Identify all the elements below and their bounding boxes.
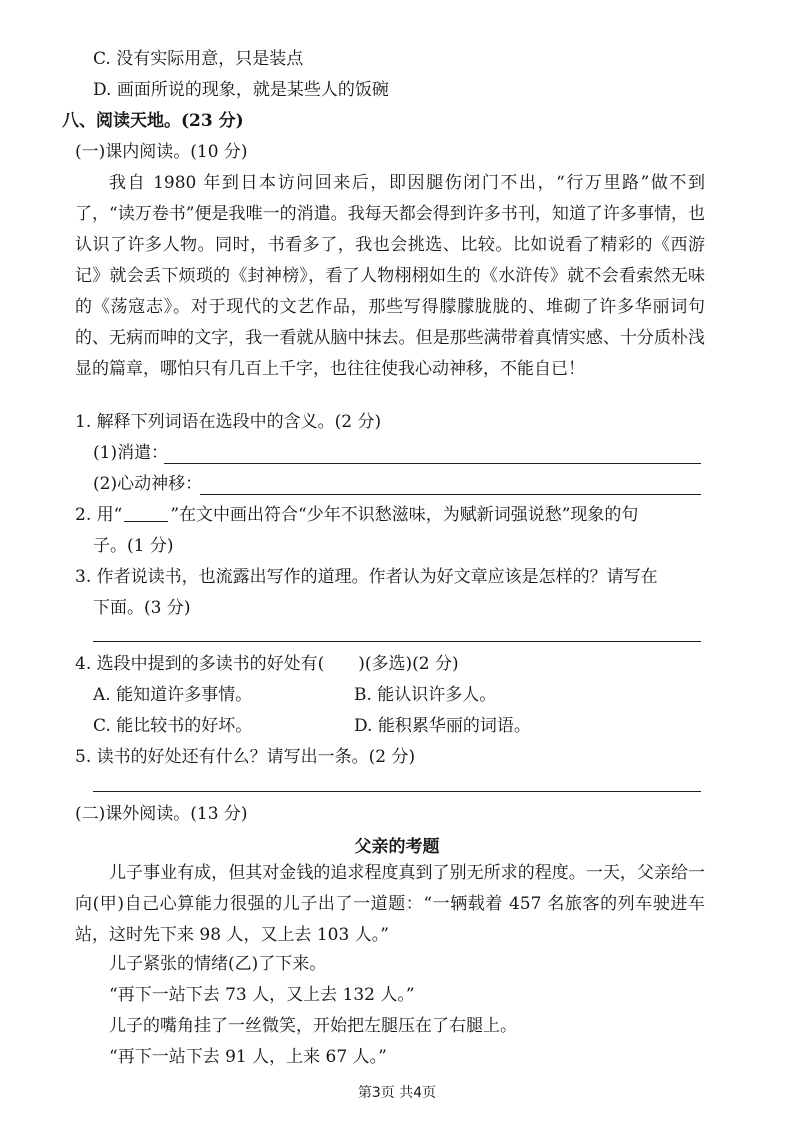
question-2-end: ”在文中画出符合“少年不识愁滋味，为赋新词强说愁”现象的句 [170,505,639,525]
question-1b-label: (2)心动神移： [93,474,203,494]
question-3: 3. 作者说读书，也流露出写作的道理。作者认为好文章应该是怎样的？请写在 [75,567,658,587]
question-4: 4. 选段中提到的多读书的好处有( )(多选)(2 分) [75,654,459,674]
underline-mark [124,505,168,522]
option-4d[interactable]: D. 能积累华丽的词语。 [354,716,531,736]
option-c: C. 没有实际用意，只是装点 [93,49,304,69]
passage-text: 我自 1980 年到日本访问回来后，即因腿伤闭门不出，“行万里路”做不到了，“读万卷书”便是我唯一的消遣。我每天都会得到许多书刊，知道了许多事情，也认识了许多人物。同时，书看多了，我也会挑选、比较。比如说看了精彩的《西游记》就会丢下烦琐的《封神榜》，看了人物栩栩如生的《水浒传》就不会看索然无味的《荡寇志》。对于现代的文艺作品，那些写得朦朦胧胧的、堆砌了许多华丽词句的、无病而呻的文字，我一看就从脑中抹去。但是那些满带着真情实感、十分质朴浅显的篇章，哪怕只有几百上千字，也往往使我心动神移，不能自已！ [75,173,705,379]
story-paragraph-1: 儿子事业有成，但其对金钱的追求程度真到了别无所求的程度。一天，父亲给一向(甲)自己心算能力很强的儿子出了一道题：“一辆载着 457 名旅客的列车驶进车站，这时先下来 98 人，又上去 103 人。” [75,863,705,945]
story-paragraph-3: “再下一站下去 73 人，又上去 132 人。” [109,985,415,1005]
answer-line-1b[interactable] [200,494,701,495]
story-paragraph-5: “再下一站下去 91 人，上来 67 人。” [109,1047,387,1067]
page-number: 第3页 共4页 [357,1085,437,1101]
section-heading: 八、阅读天地。(23 分) [62,111,244,131]
question-1a-label: (1)消遣： [93,443,169,463]
question-2 [75,503,638,527]
story-title: 父亲的考题 [354,837,440,857]
question-2-start: 2. 用“ [75,505,123,525]
option-d: D. 画面所说的现象，就是某些人的饭碗 [93,80,389,100]
answer-line-3[interactable] [93,641,701,642]
question-5: 5. 读书的好处还有什么？请写出一条。(2 分) [75,747,416,767]
question-3-cont: 下面。(3 分) [93,598,191,618]
option-4c[interactable]: C. 能比较书的好坏。 [93,716,253,736]
answer-line-5[interactable] [93,791,701,792]
story-paragraph-2: 儿子紧张的情绪(乙)了下来。 [109,954,327,974]
option-4b[interactable]: B. 能认识许多人。 [354,685,497,705]
part2-heading: (二)课外阅读。(13 分) [75,804,248,824]
question-1: 1. 解释下列词语在选段中的含义。(2 分) [75,412,382,432]
story-paragraph-4: 儿子的嘴角挂了一丝微笑，开始把左腿压在了右腿上。 [109,1016,517,1036]
option-4a[interactable]: A. 能知道许多事情。 [93,685,253,705]
answer-line-1a[interactable] [164,463,701,464]
part1-heading: (一)课内阅读。(10 分) [75,142,248,162]
question-2-cont: 子。(1 分) [93,536,174,556]
